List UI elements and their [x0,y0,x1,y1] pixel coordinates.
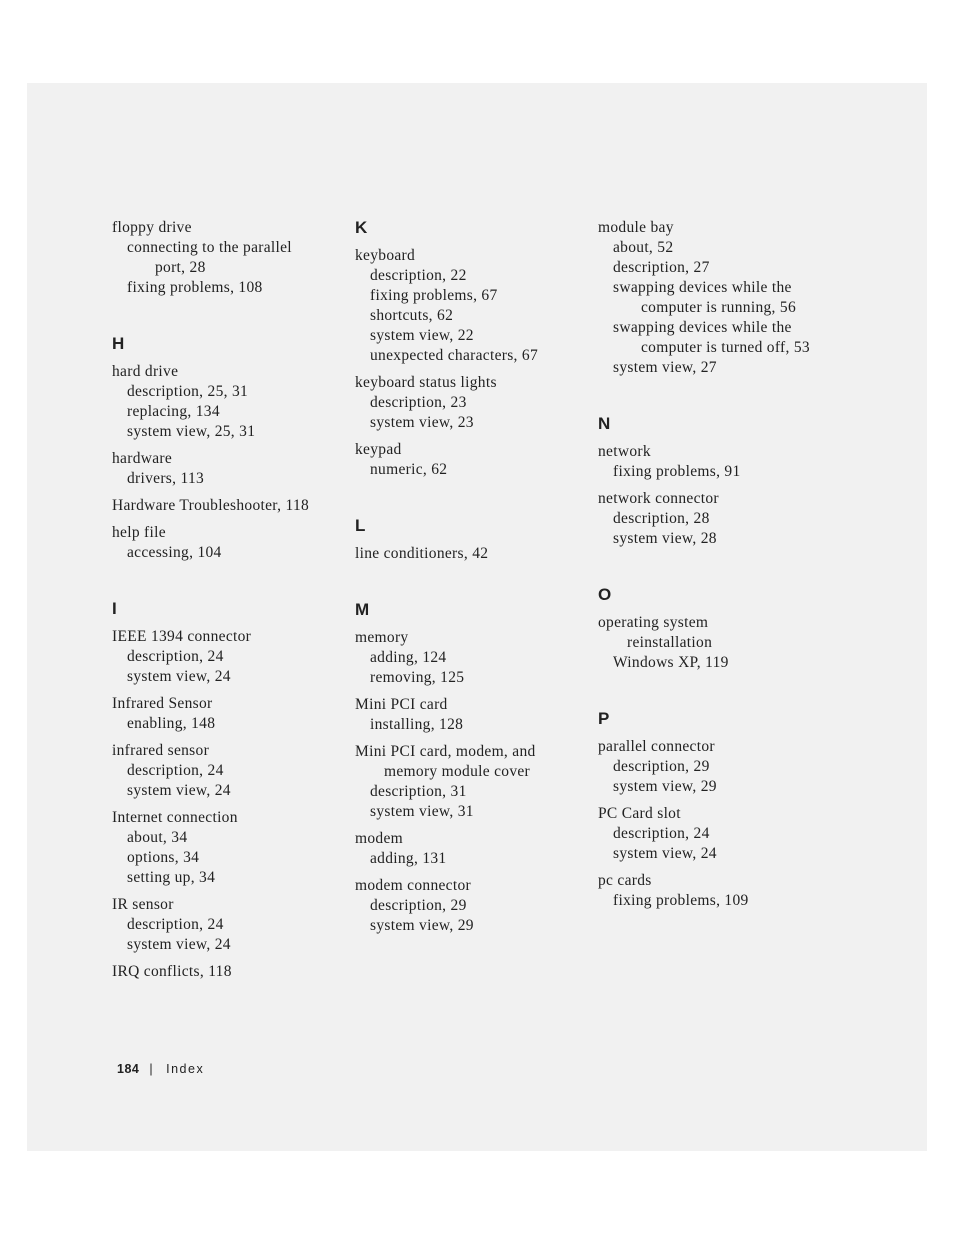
index-subentry: system view, 31 [370,803,474,820]
index-term: Mini PCI card [355,696,448,713]
index-subentry: system view, 24 [613,845,717,862]
index-subentry: description, 24 [127,762,224,779]
index-term: Internet connection [112,809,238,826]
index-subentry: installing, 128 [370,716,464,733]
index-entry [598,218,828,378]
index-entry [355,829,585,869]
index-subentry: system view, 24 [127,782,231,799]
index-subentry: description, 28 [613,510,710,527]
index-column-2 [355,218,585,936]
index-subentry-continuation: port, 28 [155,259,206,276]
index-entry [598,442,828,482]
page-number: 184 [117,1062,140,1076]
section-letter: K [355,218,368,237]
index-term: module bay [598,219,674,236]
index-subentry: Windows XP, 119 [613,654,729,671]
index-entry [355,695,585,735]
index-term: keyboard [355,247,416,264]
index-subentry: shortcuts, 62 [370,307,454,324]
index-subentry: description, 23 [370,394,467,411]
index-entry [112,627,342,687]
index-term: keyboard status lights [355,374,497,391]
index-term: operating system [598,614,709,631]
index-subentry: swapping devices while the [613,319,792,336]
index-term: PC Card slot [598,805,681,822]
index-entry [112,741,342,801]
index-subentry: fixing problems, 91 [613,463,741,480]
index-subentry: enabling, 148 [127,715,216,732]
section-letter: O [598,585,612,604]
index-subentry: options, 34 [127,849,200,866]
footer-separator: | [149,1062,155,1076]
index-entry [112,449,342,489]
index-term: floppy drive [112,219,192,236]
index-term: network [598,443,651,460]
index-subentry: replacing, 134 [127,403,220,420]
index-term: parallel connector [598,738,715,755]
index-subentry: system view, 24 [127,668,231,685]
index-subentry: fixing problems, 109 [613,892,749,909]
index-entry [355,246,585,366]
index-entry [355,440,585,480]
index-term: modem connector [355,877,471,894]
index-subentry: system view, 24 [127,936,231,953]
index-subentry: system view, 25, 31 [127,423,256,440]
index-entry [112,496,342,516]
index-term: Hardware Troubleshooter, 118 [112,497,310,514]
index-entry [355,628,585,688]
index-term: Infrared Sensor [112,695,213,712]
footer-section-title: Index [166,1062,205,1076]
index-term: hard drive [112,363,179,380]
section-letter: P [598,709,610,728]
index-entry [598,489,828,549]
section-letter: H [112,334,125,353]
index-subentry: description, 22 [370,267,467,284]
index-entry [598,613,828,673]
index-subentry: unexpected characters, 67 [370,347,539,364]
index-subentry: description, 31 [370,783,467,800]
index-subentry: system view, 27 [613,359,717,376]
index-subentry: system view, 23 [370,414,474,431]
page-footer [117,1062,204,1076]
index-subentry: description, 29 [613,758,710,775]
index-term: IR sensor [112,896,174,913]
index-subentry: about, 52 [613,239,674,256]
index-term: memory [355,629,409,646]
index-term: Mini PCI card, modem, and [355,743,536,760]
index-term: IRQ conflicts, 118 [112,963,232,980]
index-entry [355,742,585,822]
index-term: infrared sensor [112,742,210,759]
index-entry [112,694,342,734]
index-subentry: system view, 22 [370,327,474,344]
index-subentry-continuation: computer is turned off, 53 [641,339,810,356]
index-entry [355,876,585,936]
index-subentry: system view, 29 [613,778,717,795]
index-entry [355,544,585,564]
index-subentry: description, 24 [127,916,224,933]
index-column-3 [598,218,828,911]
index-term: modem [355,830,403,847]
index-subentry: removing, 125 [370,669,465,686]
index-term: IEEE 1394 connector [112,628,252,645]
index-subentry: fixing problems, 108 [127,279,263,296]
index-entry [112,218,342,298]
section-letter: M [355,600,370,619]
index-column-1 [112,218,342,982]
index-subentry: description, 24 [127,648,224,665]
index-subentry: fixing problems, 67 [370,287,498,304]
section-letter: L [355,516,366,535]
index-entry [112,523,342,563]
index-subentry-continuation: computer is running, 56 [641,299,796,316]
index-term: help file [112,524,166,541]
index-subentry: adding, 131 [370,850,447,867]
index-subentry: description, 25, 31 [127,383,249,400]
index-term: network connector [598,490,719,507]
index-subentry: system view, 29 [370,917,474,934]
index-subentry: numeric, 62 [370,461,448,478]
index-entry [598,804,828,864]
index-entry [355,373,585,433]
section-letter: I [112,599,117,618]
index-entry [598,871,828,911]
index-subentry: description, 27 [613,259,710,276]
index-entry [112,808,342,888]
index-term-continuation: memory module cover [384,763,531,780]
index-subentry: description, 29 [370,897,467,914]
index-subentry: drivers, 113 [127,470,205,487]
index-entry [112,362,342,442]
index-term-continuation: reinstallation [627,634,713,651]
index-entry [598,737,828,797]
index-term: pc cards [598,872,652,889]
index-subentry: swapping devices while the [613,279,792,296]
index-subentry: accessing, 104 [127,544,222,561]
index-entry [112,962,342,982]
section-letter: N [598,414,611,433]
index-subentry: system view, 28 [613,530,717,547]
index-subentry: description, 24 [613,825,710,842]
index-term: keypad [355,441,402,458]
index-term: hardware [112,450,173,467]
index-subentry: connecting to the parallel [127,239,292,256]
index-subentry: about, 34 [127,829,188,846]
index-entry [112,895,342,955]
index-term: line conditioners, 42 [355,545,489,562]
index-subentry: adding, 124 [370,649,447,666]
index-subentry: setting up, 34 [127,869,216,886]
